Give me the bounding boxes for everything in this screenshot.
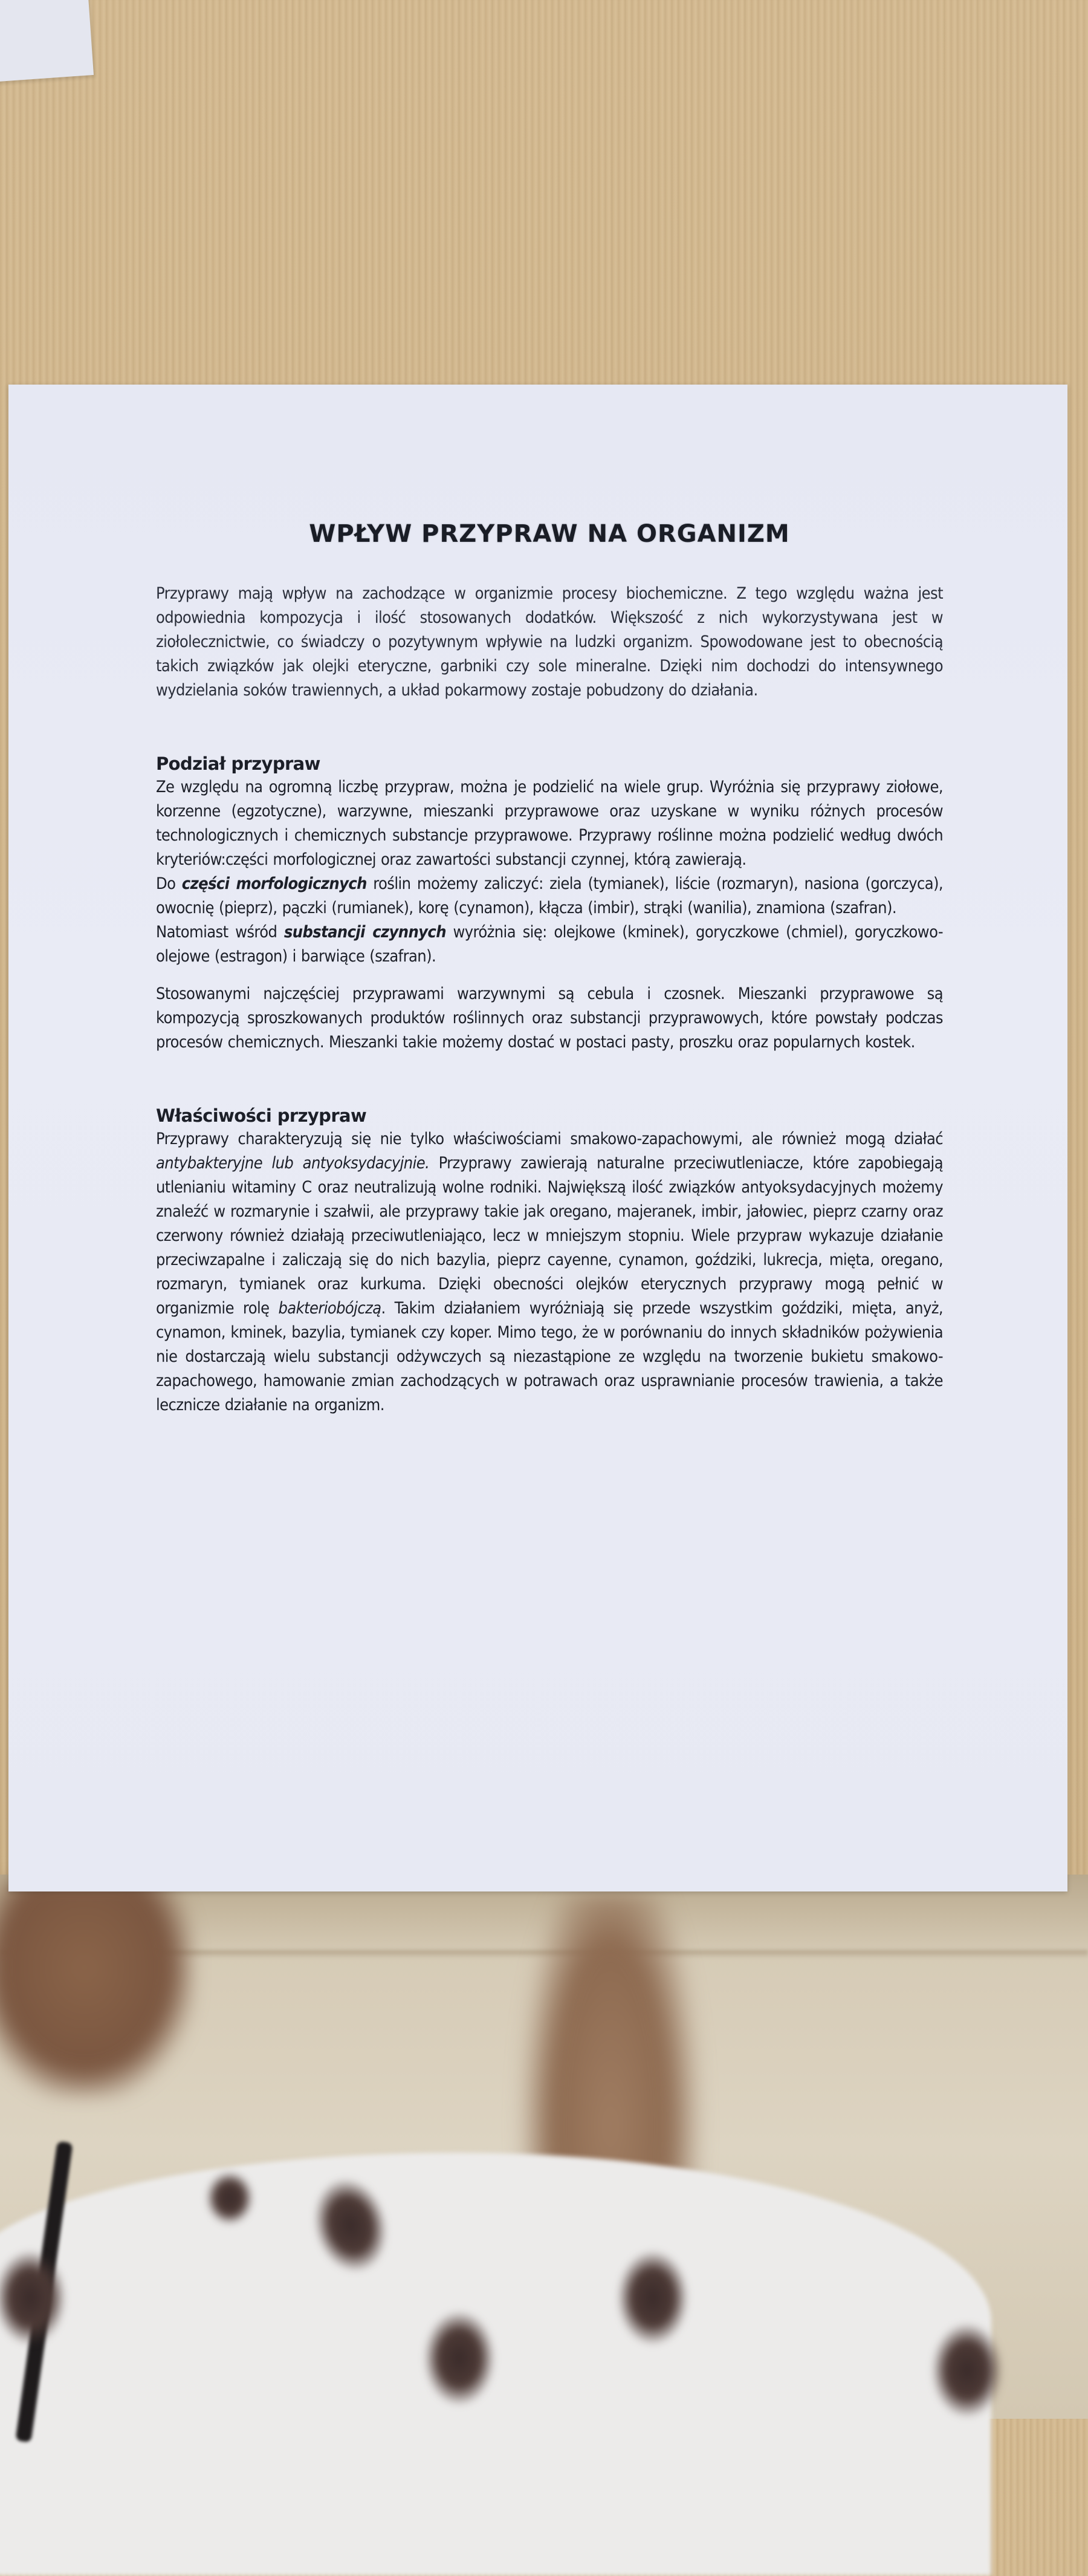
clothing-motif [617, 2249, 689, 2346]
text: Natomiast wśród [156, 923, 284, 942]
document-title: WPŁYW PRZYPRAW NA ORGANIZM [309, 520, 790, 548]
paragraph: Stosowanymi najczęściej przyprawami warzywnymi są cebula i czosnek. Mieszanki przyprawowe są kompozycją sproszkowanych produktów roślinnych oraz substancji przyprawowych, które powstały podczas procesów chemicznych. Mieszanki takie możemy dostać w postaci pasty, proszku oraz popularnych kostek. [156, 984, 943, 1052]
clothing-motif [931, 2322, 1003, 2419]
paragraph [156, 1127, 943, 1417]
text: Przyprawy charakteryzują się nie tylko właściwościami smakowo-zapachowymi, ale również mogą działać [156, 1130, 943, 1148]
section-heading-wlasciwosci: Właściwości przypraw [156, 1105, 367, 1126]
emphasis: części morfologicznych [181, 874, 367, 893]
emphasis: antybakteryjne lub antyoksydacyjnie. [156, 1154, 430, 1173]
text: Przyprawy zawierają naturalne przeciwutleniacze, które zapobiegają utlenianiu witaminy C oraz neutralizują wolne rodniki. Największą ilość związków antyoksydacyjnych możemy znaleźć w rozmarynie i szałwii, ale przyprawy takie jak oregano, majeranek, imbir, jałowiec, pieprz czarny oraz czerwony również działają przeciwutleniająco, lecz w mniejszym stopniu. Wiele przypraw wykazuje działanie przeciwzapalne i zaliczają się do nich bazylia, pieprz cayenne, cynamon, goździki, lukrecja, mięta, oregano, rozmaryn, tymianek oraz kurkuma. Dzięki obecności olejków eterycznych przyprawy mogą pełnić w organizmie rolę [156, 1154, 943, 1318]
document-content [156, 520, 943, 1417]
clothing-motif [0, 2249, 66, 2346]
emphasis: bakteriobójczą [278, 1299, 381, 1318]
paragraph [156, 920, 943, 969]
section-heading-podzial: Podział przypraw [156, 753, 320, 774]
clothing-motif [423, 2310, 496, 2407]
paragraph: Ze względu na ogromną liczbę przypraw, można je podzielić na wiele grup. Wyróżnia się przyprawy ziołowe, korzenne (egzotyczne), warzywne, mieszanki przyprawowe oraz uzyskane w wyniku różnych procesów technologicznych i chemicznych substancje przyprawowe. Przyprawy roślinne można podzielić według dwóch kryteriów:części morfologicznej oraz zawartości substancji czynnej, którą zawierają. [156, 778, 943, 869]
patterned-clothing [0, 2153, 991, 2576]
paper-corner [0, 0, 94, 82]
text: wyróżnia się: olejkowe (kminek), goryczkowe (chmiel), goryczkowo-olejowe (estragon) i barwiące (szafran). [156, 923, 943, 966]
paragraph [156, 872, 943, 920]
clothing-motif [206, 2171, 254, 2225]
text: . Takim działaniem wyróżniają się przede wszystkim goździki, mięta, anyż, cynamon, kminek, bazylia, tymianek czy koper. Mimo tego, że w porównaniu do innych składników pożywienia nie dostarczają wielu substancji odżywczych są niezastąpione ze względu na tworzenie bukietu smakowo-zapachowego, hamowanie zmian zachodzących w potrawach oraz usprawnianie procesów trawienia, a także lecznicze działanie na organizm. [156, 1299, 943, 1414]
blurred-arm-left [0, 1881, 193, 2098]
text: Do [156, 874, 182, 893]
intro-paragraph: Przyprawy mają wpływ na zachodzące w organizmie procesy biochemiczne. Z tego względu ważna jest odpowiednia kompozycja i ilość stosowanych dodatków. Większość z nich wykorzystywana jest w ziołolecznictwie, co świadczy o pozytywnym wpływie na ludzki organizm. Spowodowane jest to obecnością takich związków jak olejki eteryczne, garbniki czy sole mineralne. Dzięki nim dochodzi do intensywnego wydzielania soków trawiennych, a układ pokarmowy zostaje pobudzony do działania. [156, 584, 943, 700]
text: roślin możemy zaliczyć: ziela (tymianek), liście (rozmaryn), nasiona (gorczyca), owocnię (pieprz), pączki (rumianek), korę (cynamon), kłącza (imbir), strąki (wanilia), znamiona (szafran). [156, 874, 943, 917]
emphasis: substancji czynnych [283, 923, 446, 942]
